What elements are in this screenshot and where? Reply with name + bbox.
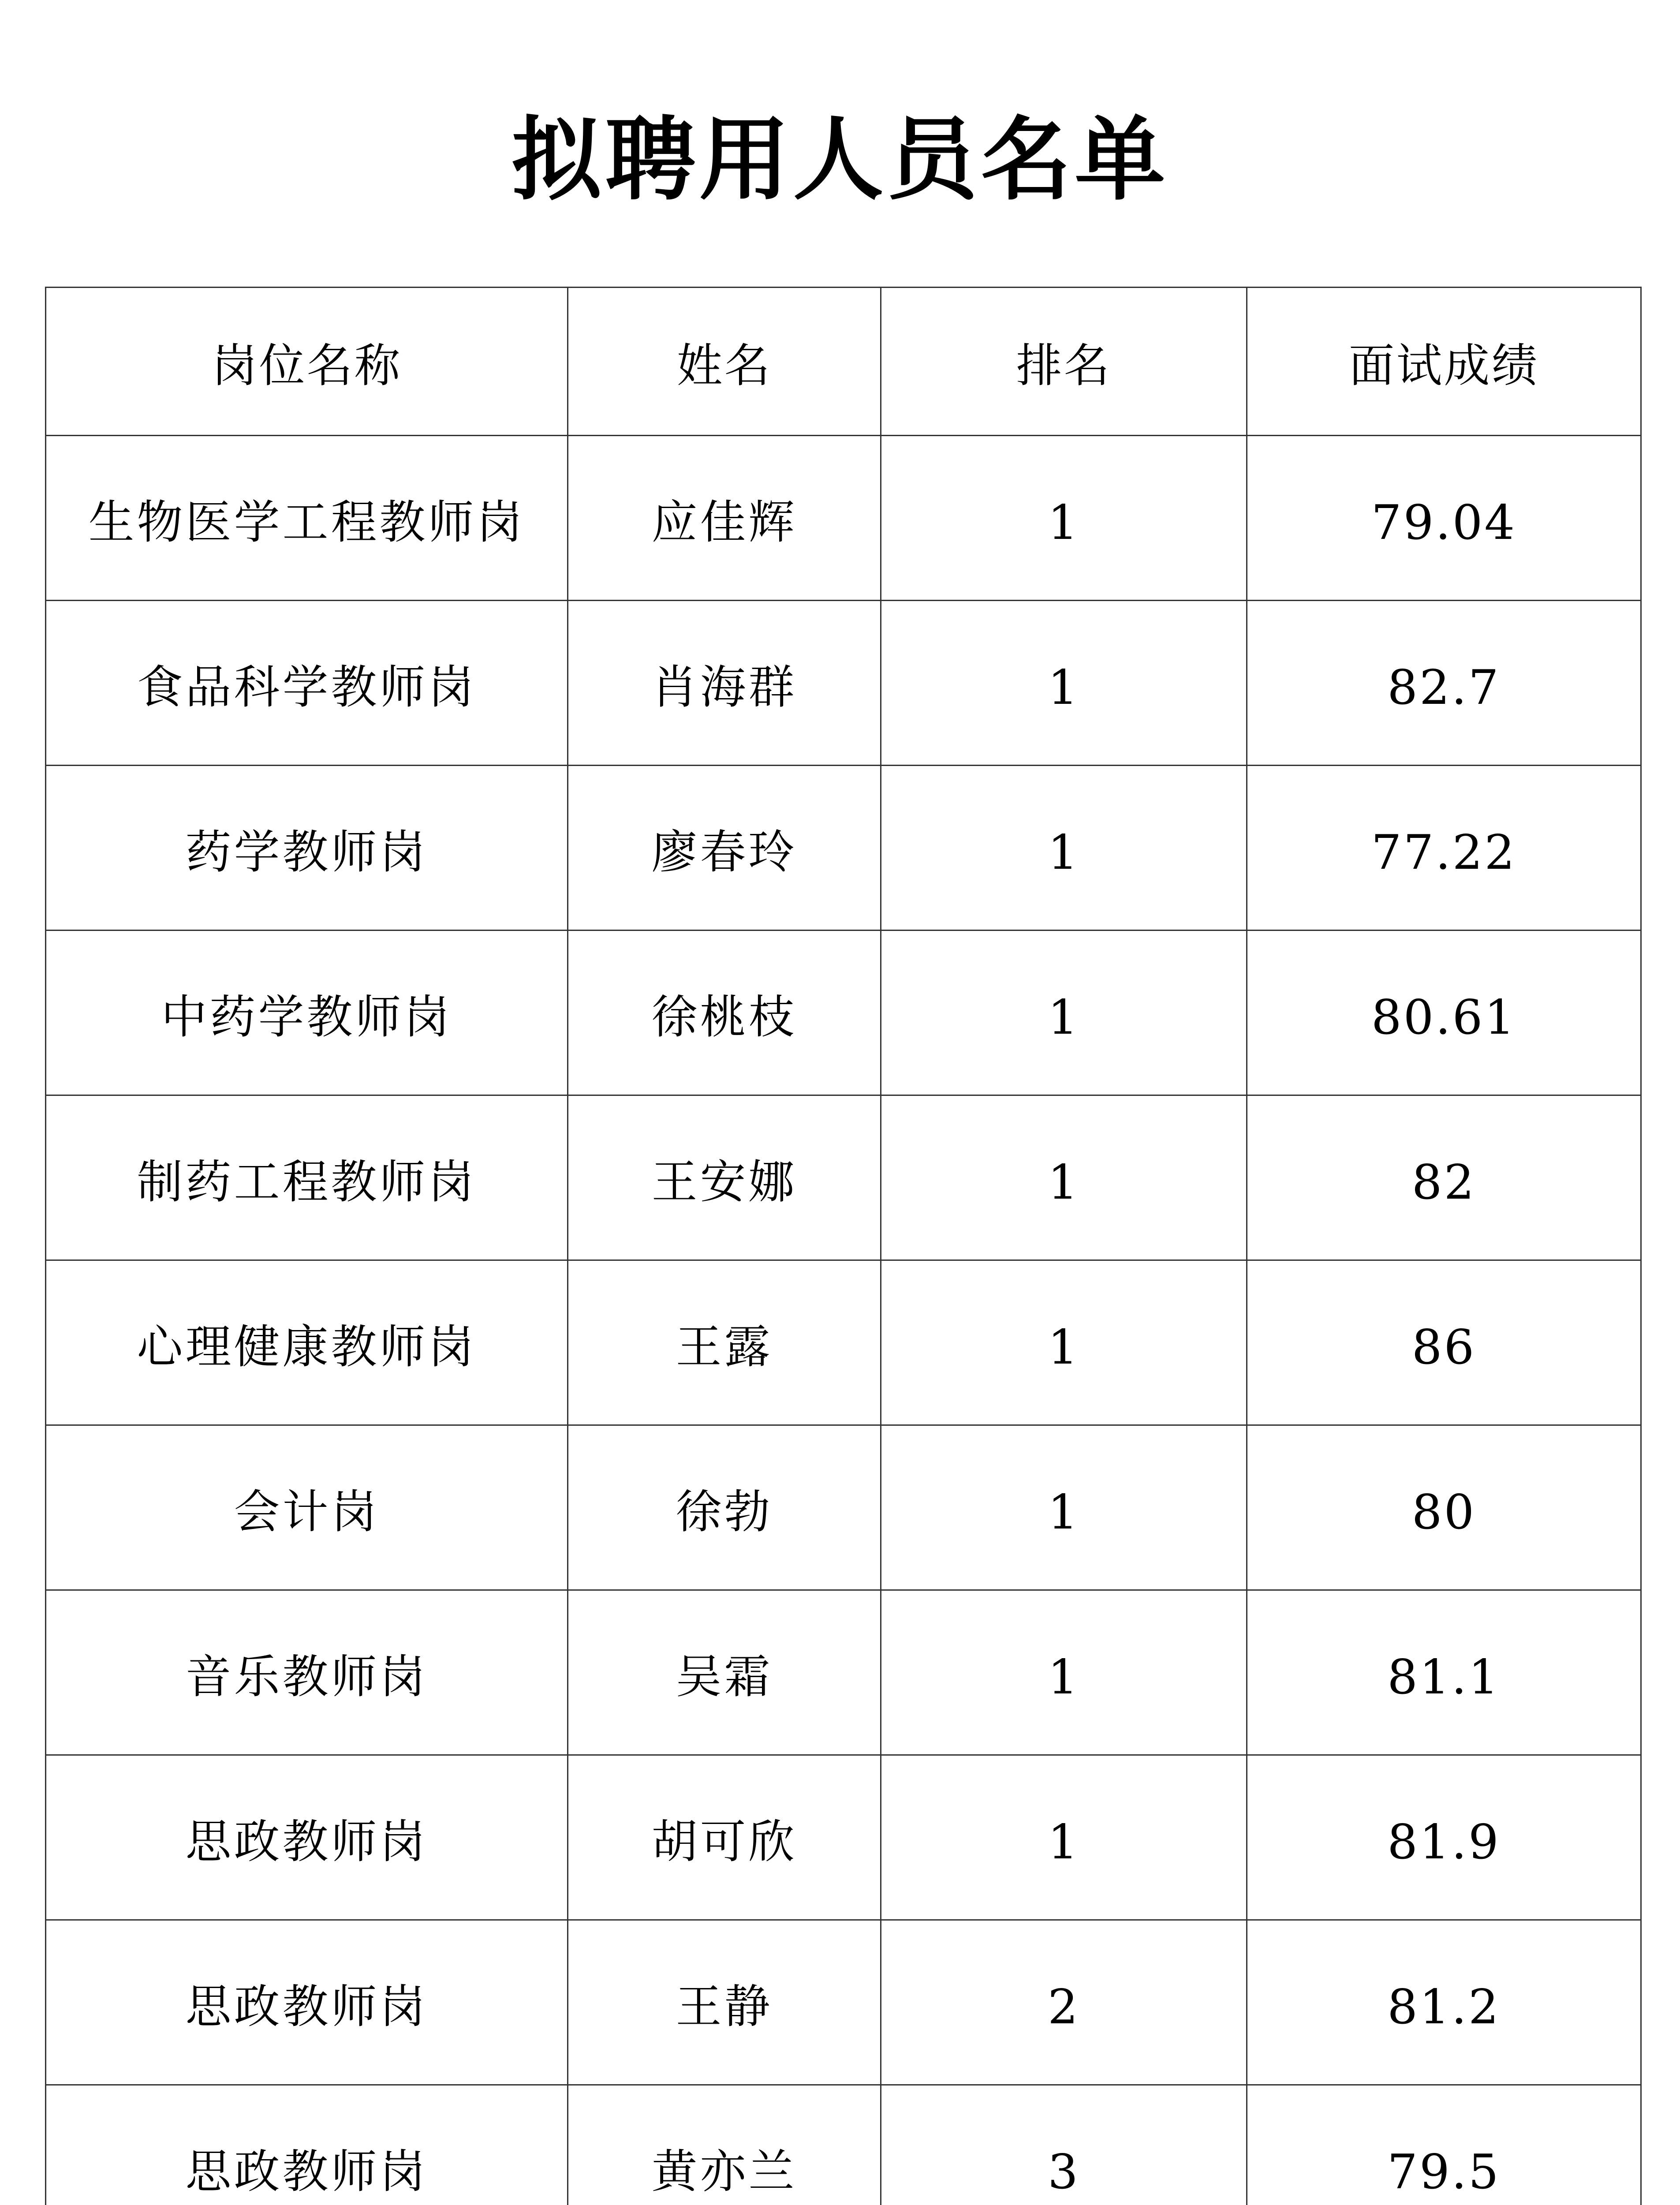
cell-score: 80.61 [1247,931,1641,1095]
cell-name: 黄亦兰 [568,2085,881,2205]
cell-score: 82.7 [1247,601,1641,766]
cell-rank: 1 [881,931,1247,1095]
cell-rank: 2 [881,1920,1247,2085]
cell-rank: 1 [881,1260,1247,1425]
cell-score: 81.9 [1247,1755,1641,1920]
cell-score: 79.5 [1247,2085,1641,2205]
table-row [46,436,1641,601]
cell-position: 制药工程教师岗 [46,1095,568,1260]
cell-name: 王安娜 [568,1095,881,1260]
cell-position: 心理健康教师岗 [46,1260,568,1425]
cell-name: 廖春玲 [568,766,881,931]
header-row [46,288,1641,436]
table-header [46,288,1641,436]
cell-name: 胡可欣 [568,1755,881,1920]
table-row [46,931,1641,1095]
cell-name: 徐桃枝 [568,931,881,1095]
page-title: 拟聘用人员名单 [0,102,1680,217]
candidate-table [45,287,1642,2205]
cell-rank: 1 [881,1590,1247,1755]
cell-name: 肖海群 [568,601,881,766]
cell-rank: 1 [881,1755,1247,1920]
cell-score: 86 [1247,1260,1641,1425]
cell-position: 思政教师岗 [46,2085,568,2205]
cell-name: 吴霜 [568,1590,881,1755]
cell-position: 思政教师岗 [46,1755,568,1920]
table-row [46,1425,1641,1590]
header-name: 姓名 [568,288,881,436]
table-row [46,601,1641,766]
cell-rank: 3 [881,2085,1247,2205]
cell-name: 王露 [568,1260,881,1425]
cell-score: 77.22 [1247,766,1641,931]
header-rank: 排名 [881,288,1247,436]
cell-position: 食品科学教师岗 [46,601,568,766]
cell-score: 80 [1247,1425,1641,1590]
cell-position: 会计岗 [46,1425,568,1590]
cell-score: 79.04 [1247,436,1641,601]
cell-score: 82 [1247,1095,1641,1260]
cell-name: 徐勃 [568,1425,881,1590]
cell-rank: 1 [881,766,1247,931]
table-row [46,1095,1641,1260]
cell-name: 王静 [568,1920,881,2085]
cell-rank: 1 [881,1095,1247,1260]
table-row [46,2085,1641,2205]
cell-position: 中药学教师岗 [46,931,568,1095]
table-row [46,1920,1641,2085]
header-score: 面试成绩 [1247,288,1641,436]
cell-position: 药学教师岗 [46,766,568,931]
cell-rank: 1 [881,436,1247,601]
cell-position: 生物医学工程教师岗 [46,436,568,601]
table-row [46,1755,1641,1920]
cell-position: 思政教师岗 [46,1920,568,2085]
table-row [46,1260,1641,1425]
table-row [46,766,1641,931]
cell-score: 81.2 [1247,1920,1641,2085]
cell-rank: 1 [881,1425,1247,1590]
table-row [46,1590,1641,1755]
cell-score: 81.1 [1247,1590,1641,1755]
cell-position: 音乐教师岗 [46,1590,568,1755]
cell-rank: 1 [881,601,1247,766]
cell-name: 应佳辉 [568,436,881,601]
header-position: 岗位名称 [46,288,568,436]
table-body [46,436,1641,2205]
